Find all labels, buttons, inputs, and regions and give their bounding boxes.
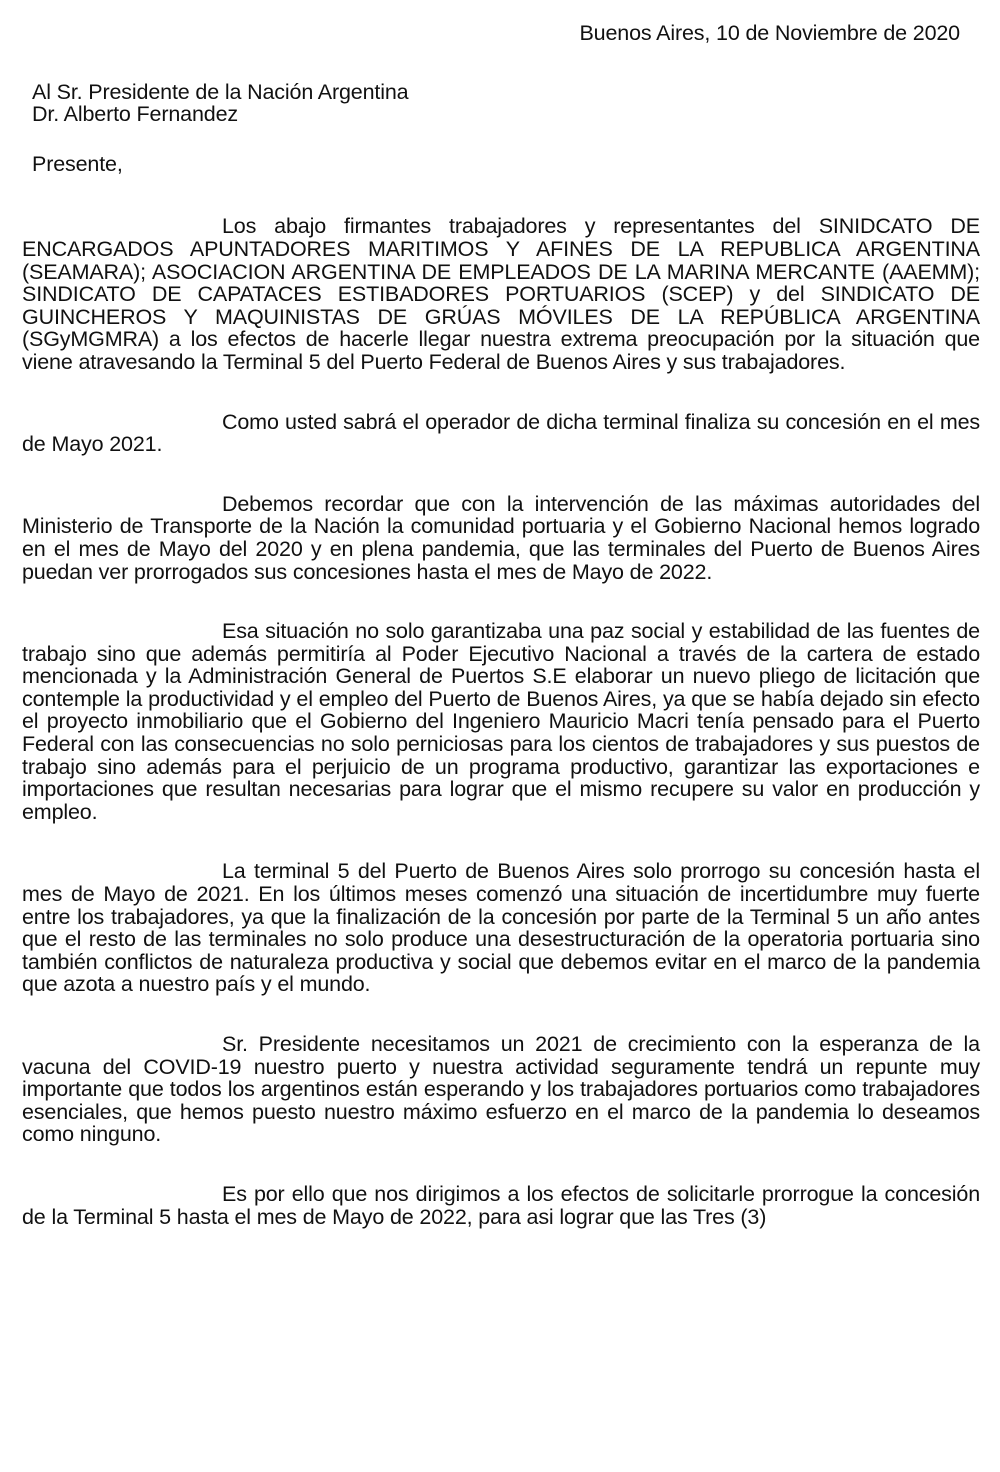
paragraph-unions-concern: Los abajo firmantes trabajadores y representantes del SINIDCATO DE ENCARGADOS APUNTADORES MARITIMOS Y AFINES DE LA REPUBLICA ARGENTINA (SEAMARA); ASOCIACION ARGENTINA DE EMPLEADOS DE LA MARINA MERCANTE (AAEMM); SINDICATO DE CAPATACES ESTIBADORES PORTUARIOS (SCEP) y del SINDICATO DE GUINCHEROS Y MAQUINISTAS DE GRÚAS MÓVILES DE LA REPÚBLICA ARGENTINA (SGyMGMRA) a los efectos de hacerle llegar nuestra extrema preocupación por la situación que viene atravesando la Terminal 5 del Puerto Federal de Buenos Aires y sus trabajadores. xyxy=(22,214,980,374)
letter-date: Buenos Aires, 10 de Noviembre de 2020 xyxy=(579,21,960,45)
addressee-line-1: Al Sr. Presidente de la Nación Argentina xyxy=(32,79,409,104)
paragraph-terminal-5: La terminal 5 del Puerto de Buenos Aires solo prorrogo su concesión hasta el mes de Mayo de 2021. En los últimos meses comenzó una situación de incertidumbre muy fuerte entre los trabajadores, ya que la finalización de la concesión por parte de la Terminal 5 un año antes que el resto de las terminales no solo produce una desestructuración de la operatoria portuaria sino también conflictos de naturaleza productiva y social que debemos evitar en el marco de la pandemia que azota a nuestro país y el mundo. xyxy=(22,859,980,997)
paragraph-extension-achieved: Debemos recordar que con la intervención de las máximas autoridades del Ministerio de Transporte de la Nación la comunidad portuaria y el Gobierno Nacional hemos logrado en el mes de Mayo del 2020 y en plena pandemia, que las terminales del Puerto de Buenos Aires puedan ver prorrogados sus concesiones hasta el mes de Mayo de 2022. xyxy=(22,491,980,584)
addressee-line-2: Dr. Alberto Fernandez xyxy=(32,102,238,127)
letter-greeting: Presente, xyxy=(32,151,123,176)
letter-addressee xyxy=(22,81,980,126)
paragraph-growth-2021: Sr. Presidente necesitamos un 2021 de crecimiento con la esperanza de la vacuna del COVID-19 nuestro puerto y nuestra actividad seguramente tendrá un repunte muy importante que todos los argentinos están esperando y los trabajadores portuarios como trabajadores esenciales, que hemos puesto nuestro máximo esfuerzo en el marco de la pandemia lo deseamos como ninguno. xyxy=(22,1032,980,1147)
paragraph-social-peace: Esa situación no solo garantizaba una paz social y estabilidad de las fuentes de trabajo sino que además permitiría al Poder Ejecutivo Nacional a través de la cartera de estado mencionada y la Administración General de Puertos S.E elaborar un nuevo pliego de licitación que contemple la productividad y el empleo del Puerto de Buenos Aires, ya que se había dejado sin efecto el proyecto inmobiliario que el Gobierno del Ingeniero Mauricio Macri tenía pensado para el Puerto Federal con las consecuencias no solo perniciosas para los cientos de trabajadores y sus puestos de trabajo sino además para el perjuicio de un programa productivo, garantizar las exportaciones e importaciones que resultan necesarias para lograr que el mismo recupere su valor en producción y empleo. xyxy=(22,619,980,824)
paragraph-request: Es por ello que nos dirigimos a los efectos de solicitarle prorrogue la concesión de la Terminal 5 hasta el mes de Mayo de 2022, para asi lograr que las Tres (3) xyxy=(22,1181,980,1229)
paragraph-concession-ends: Como usted sabrá el operador de dicha terminal finaliza su concesión en el mes de Mayo 2021. xyxy=(22,409,980,457)
